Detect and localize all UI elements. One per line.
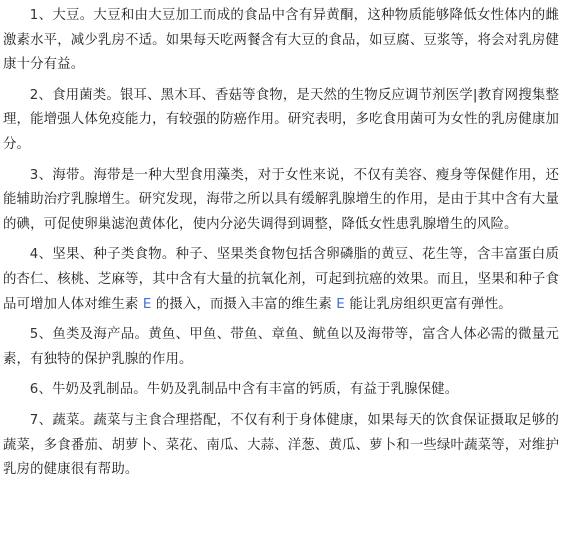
item-number: 6、 — [29, 382, 53, 398]
paragraph-nuts-seeds — [3, 243, 559, 317]
paragraph-dairy — [3, 378, 559, 403]
paragraph-text: 大豆。大豆和由大豆加工而成的食品中含有异黄酮，这种物质能够降低女性体内的雌激素水平，减少乳房不适。如果每天吃两餐含有大豆的食品，如豆腐、豆浆等，将会对乳房健康十分有益。 — [3, 8, 559, 73]
paragraph-vegetables — [3, 409, 559, 483]
paragraph-kelp — [3, 164, 559, 238]
paragraph-text: 的摄入，而摄入丰富的维生素 — [151, 296, 337, 312]
item-number: 3、 — [29, 167, 53, 183]
paragraph-mushrooms — [3, 84, 559, 158]
vitamin-e-label: E — [336, 296, 345, 312]
item-number: 1、 — [29, 8, 53, 23]
paragraph-text: 食用菌类。银耳、黑木耳、香菇等食物，是天然的生物反应调节剂医学|教育网搜集整理，能增强人体免疫能力，有较强的防癌作用。研究表明，多吃食用菌可为女性的乳房健康加分。 — [3, 87, 559, 152]
item-number: 7、 — [29, 412, 53, 428]
paragraph-text: 能让乳房组织更富有弹性。 — [344, 296, 512, 312]
paragraph-seafood — [3, 323, 559, 372]
paragraph-soybean — [3, 4, 559, 78]
paragraph-text: 蔬菜。蔬菜与主食合理搭配，不仅有利于身体健康，如果每天的饮食保证摄取足够的蔬菜，多食番茄、胡萝卜、菜花、南瓜、大蒜、洋葱、黄瓜、萝卜和一些绿叶蔬菜等，对维护乳房的健康很有帮助。 — [3, 412, 559, 478]
paragraph-text: 牛奶及乳制品。牛奶及乳制品中含有丰富的钙质，有益于乳腺保健。 — [52, 382, 459, 398]
vitamin-e-label: E — [142, 296, 152, 312]
paragraph-text: 鱼类及海产品。黄鱼、甲鱼、带鱼、章鱼、鱿鱼以及海带等，富含人体必需的微量元素，有独特的保护乳腺的作用。 — [3, 327, 559, 367]
item-number: 4、 — [29, 247, 53, 263]
item-number: 5、 — [29, 327, 53, 343]
paragraph-text: 海带。海带是一种大型食用藻类，对于女性来说，不仅有美容、瘦身等保健作用，还能辅助治疗乳腺增生。研究发现，海带之所以具有缓解乳腺增生的作用，是由于其中含有大量的碘，可促使卵巢滤泡黄体化，使内分泌失调得到调整，降低女性患乳腺增生的风险。 — [3, 167, 559, 232]
item-number: 2、 — [29, 87, 53, 103]
paragraph-text: 坚果、种子类食物。种子、坚果类食物包括含卵磷脂的黄豆、花生等，含丰富蛋白质的杏仁、核桃、芝麻等，其中含有大量的抗氧化剂，可起到抗癌的效果。而且，坚果和种子食品可增加人体对维生素 — [3, 247, 559, 312]
